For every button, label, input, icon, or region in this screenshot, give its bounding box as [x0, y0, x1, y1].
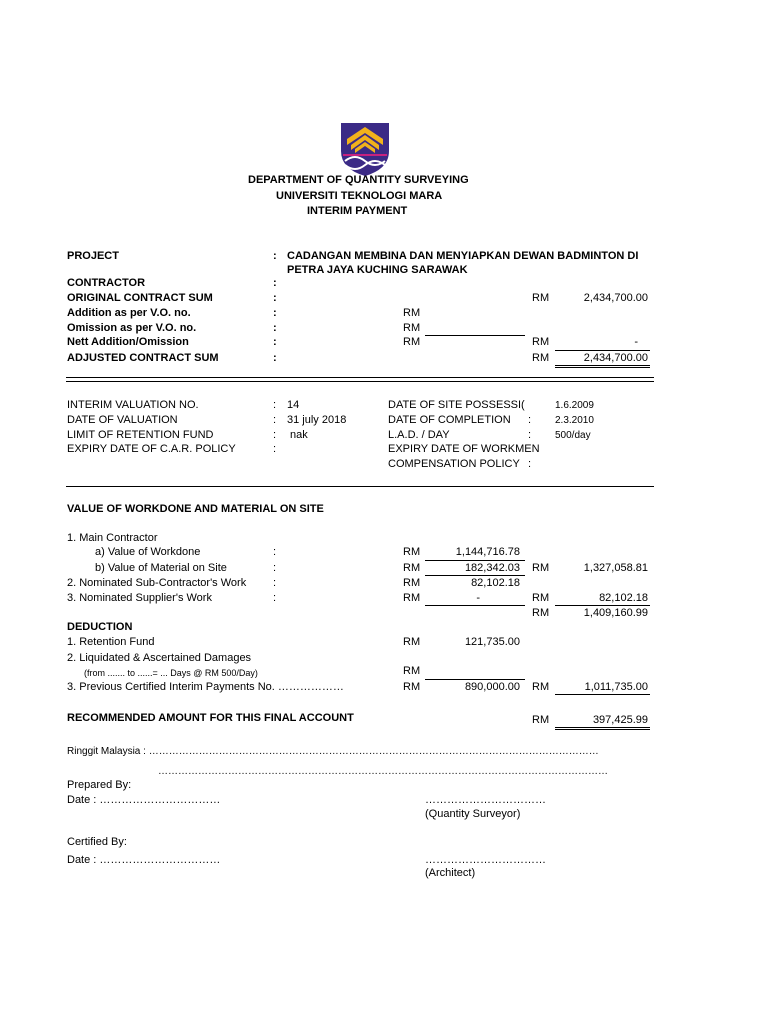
main-contractor-label: 1. Main Contractor: [67, 532, 158, 544]
retention-label: 1. Retention Fund: [67, 636, 155, 648]
adjusted-contract-label: ADJUSTED CONTRACT SUM: [67, 352, 219, 364]
valuation-no-label: INTERIM VALUATION NO.: [67, 399, 199, 411]
gross-total: 1,409,160.99: [583, 607, 648, 619]
recommended-label: RECOMMENDED AMOUNT FOR THIS FINAL ACCOUNT: [67, 712, 354, 724]
underline: [425, 335, 525, 336]
value-workdone-label: a) Value of Workdone: [95, 546, 201, 558]
currency-label: RM: [403, 592, 421, 604]
uitm-logo: [339, 121, 391, 177]
previous-payments-label: 3. Previous Certified Interim Payments No. ………………: [67, 681, 344, 693]
underline: [425, 560, 525, 561]
lad-deduction-label: 2. Liquidated & Ascertained Damages: [67, 652, 252, 664]
currency-label: RM: [403, 577, 421, 589]
currency-label: RM: [532, 714, 550, 726]
currency-label: RM: [403, 307, 421, 319]
underline: [555, 605, 650, 606]
prepared-by-label: Prepared By:: [67, 779, 132, 791]
colon: :: [528, 429, 532, 441]
main-contractor-total: 1,327,058.81: [583, 562, 648, 574]
site-possession-label: DATE OF SITE POSSESSI(: [388, 399, 525, 411]
deduction-title: DEDUCTION: [67, 621, 133, 633]
colon: :: [273, 429, 277, 441]
certified-by-label: Certified By:: [67, 836, 127, 848]
lad-label: L.A.D. / DAY: [388, 429, 450, 441]
date-valuation-value: 31 july 2018: [287, 414, 347, 426]
value-material-label: b) Value of Material on Site: [95, 562, 227, 574]
workdone-section-title: VALUE OF WORKDONE AND MATERIAL ON SITE: [67, 503, 324, 515]
currency-label: RM: [532, 607, 550, 619]
colon: :: [273, 562, 277, 574]
valuation-no-value: 14: [287, 399, 300, 411]
colon: :: [273, 546, 277, 558]
underline: [555, 350, 650, 351]
adjusted-contract-value: 2,434,700.00: [583, 352, 648, 364]
nett-label: Nett Addition/Omission: [67, 336, 189, 348]
nominated-supplier-value: -: [476, 592, 480, 604]
colon: :: [273, 399, 277, 411]
workmen-label-line1: EXPIRY DATE OF WORKMEN: [388, 443, 540, 455]
section-divider: [66, 377, 654, 378]
project-label: PROJECT: [67, 250, 119, 262]
car-expiry-label: EXPIRY DATE OF C.A.R. POLICY: [67, 443, 236, 455]
colon: :: [273, 592, 277, 604]
architect-label: (Architect): [425, 867, 476, 879]
lad-note: (from ....... to ......= ... Days @ RM 500/Day): [84, 668, 258, 678]
underline: [425, 679, 525, 680]
colon: :: [273, 250, 277, 262]
completion-label: DATE OF COMPLETION: [388, 414, 511, 426]
colon: :: [528, 458, 532, 470]
site-possession-value: 1.6.2009: [555, 400, 594, 411]
colon: :: [273, 292, 277, 304]
lad-value: 500/day: [555, 430, 591, 441]
retention-value: 121,735.00: [464, 636, 520, 648]
colon: :: [273, 277, 277, 289]
original-contract-value: 2,434,700.00: [583, 292, 648, 304]
double-underline: [555, 365, 650, 366]
ringgit-malaysia-line: Ringgit Malaysia : ………………………………………………………………………………………………………………………: [67, 746, 599, 757]
recommended-value: 397,425.99: [592, 714, 648, 726]
currency-label: RM: [532, 562, 550, 574]
underline: [425, 605, 525, 606]
section-divider: [66, 381, 654, 382]
qs-label: (Quantity Surveyor): [425, 808, 521, 820]
university-heading: UNIVERSITI TEKNOLOGI MARA: [276, 190, 443, 202]
department-heading: DEPARTMENT OF QUANTITY SURVEYING: [248, 174, 469, 186]
currency-label: RM: [532, 592, 550, 604]
currency-label: RM: [532, 336, 550, 348]
date-valuation-label: DATE OF VALUATION: [67, 414, 178, 426]
currency-label: RM: [403, 636, 421, 648]
nominated-supplier-label: 3. Nominated Supplier's Work: [67, 592, 212, 604]
value-workdone: 1,144,716.78: [455, 546, 520, 558]
value-material: 182,342.03: [464, 562, 520, 574]
prepared-date-line: Date : ……………………………: [67, 794, 221, 806]
colon: :: [273, 307, 277, 319]
nominated-sub-label: 2. Nominated Sub-Contractor's Work: [67, 577, 247, 589]
colon: :: [273, 414, 277, 426]
currency-label: RM: [403, 562, 421, 574]
currency-label: RM: [403, 665, 421, 677]
currency-label: RM: [532, 292, 550, 304]
currency-label: RM: [403, 681, 421, 693]
currency-label: RM: [403, 322, 421, 334]
colon: :: [273, 336, 277, 348]
retention-limit-value: nak: [290, 429, 308, 441]
project-value-line2: PETRA JAYA KUCHING SARAWAK: [287, 264, 468, 276]
colon: :: [273, 322, 277, 334]
omission-label: Omission as per V.O. no.: [67, 322, 197, 334]
nett-value: -: [634, 336, 638, 348]
colon: :: [273, 577, 277, 589]
workmen-label-line2: COMPENSATION POLICY: [388, 458, 520, 470]
colon: :: [528, 414, 532, 426]
currency-label: RM: [532, 352, 550, 364]
ringgit-malaysia-continuation: ………………………………………………………………………………………………………………………: [158, 766, 608, 777]
colon: :: [273, 352, 277, 364]
certified-date-line: Date : ……………………………: [67, 854, 221, 866]
retention-limit-label: LIMIT OF RETENTION FUND: [67, 429, 214, 441]
architect-signature-line: ……………………………: [425, 854, 546, 866]
currency-label: RM: [403, 336, 421, 348]
double-underline: [555, 729, 650, 730]
completion-value: 2.3.2010: [555, 415, 594, 426]
double-underline: [555, 727, 650, 728]
colon: :: [273, 443, 277, 455]
previous-payments-value: 890,000.00: [464, 681, 520, 693]
contractor-label: CONTRACTOR: [67, 277, 146, 289]
deduction-total: 1,011,735.00: [584, 681, 648, 693]
addition-label: Addition as per V.O. no.: [67, 307, 191, 319]
nominated-sub-value: 82,102.18: [471, 577, 520, 589]
document-title: INTERIM PAYMENT: [307, 205, 408, 217]
currency-label: RM: [532, 681, 550, 693]
underline: [425, 575, 525, 576]
project-value-line1: CADANGAN MEMBINA DAN MENYIAPKAN DEWAN BADMINTON DI: [287, 250, 639, 262]
original-contract-label: ORIGINAL CONTRACT SUM: [67, 292, 213, 304]
currency-label: RM: [403, 546, 421, 558]
nominated-total: 82,102.18: [599, 592, 648, 604]
underline: [555, 694, 650, 695]
double-underline: [555, 367, 650, 368]
section-divider: [66, 486, 654, 487]
qs-signature-line: ……………………………: [425, 794, 546, 806]
